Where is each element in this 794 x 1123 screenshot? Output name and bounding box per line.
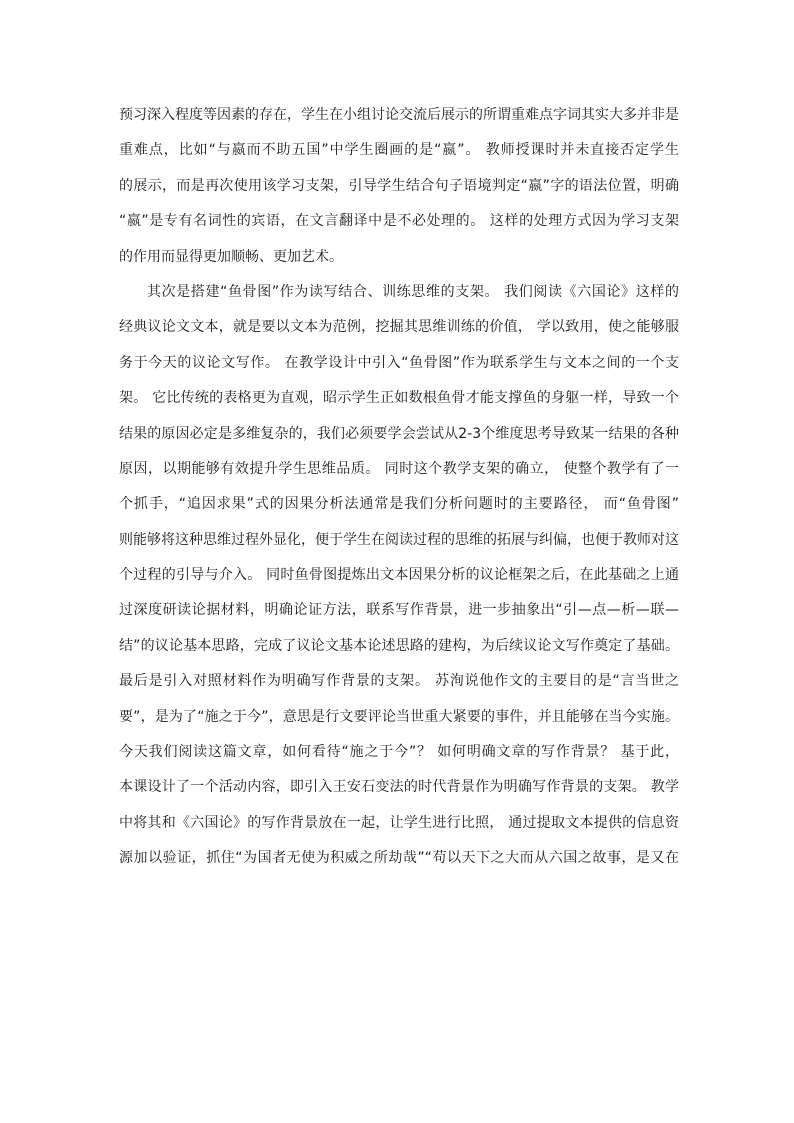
text-line: 经典议论文文本，就是要以文本为范例，挖掘其思维训练的价值， 学以致用，使之能够服 [119,319,679,336]
text-line: 过深度研读论据材料，明确论证方法，联系写作背景，进一步抽象出“引—点—析—联— [119,602,679,619]
document-body [119,98,679,877]
text-line: 重难点，比如“与嬴而不助五国”中学生圈画的是“嬴”。 教师授课时并未直接否定学生 [119,142,679,159]
text-line: 个抓手，“追因求果”式的因果分析法通常是我们分析问题时的主要路径， 而“鱼骨图” [119,496,679,513]
text-line: 原因，以期能够有效提升学生思维品质。 同时这个教学支架的确立， 使整个教学有了一 [119,460,679,477]
paragraph-first-line: 其次是搭建“鱼骨图”作为读写结合、训练思维的支架。 我们阅读《六国论》这样的 [147,283,679,300]
text-line: 最后是引入对照材料作为明确写作背景的支架。 苏洵说他作文的主要目的是“言当世之 [119,673,679,690]
text-line: 的展示，而是再次使用该学习支架，引导学生结合句子语境判定“嬴”字的语法位置，明确 [119,177,679,194]
text-line: 架。 它比传统的表格更为直观，昭示学生正如数根鱼骨才能支撑鱼的身躯一样，导致一个 [119,390,679,407]
text-line: 中将其和《六国论》的写作背景放在一起，让学生进行比照， 通过提取文本提供的信息资 [119,814,679,831]
text-line: 源加以验证，抓住“为国者无使为积威之所劫哉”“苟以天下之大而从六国之故事，是又在 [119,850,679,867]
text-line: 本课设计了一个活动内容，即引入王安石变法的时代背景作为明确写作背景的支架。 教学 [119,779,679,796]
text-line: 结果的原因必定是多维复杂的，我们必须要学会尝试从2-3个维度思考导致某一结果的各种 [119,425,679,442]
text-line: 的作用而显得更加顺畅、更加艺术。 [119,248,343,265]
text-line: 个过程的引导与介入。 同时鱼骨图提炼出文本因果分析的议论框架之后，在此基础之上通 [119,567,679,584]
text-line: 今天我们阅读这篇文章，如何看待“施之于今”？ 如何明确文章的写作背景？ 基于此， [119,744,679,761]
text-line: “嬴”是专有名词性的宾语，在文言翻译中是不必处理的。 这样的处理方式因为学习支架 [119,213,679,230]
text-line: 预习深入程度等因素的存在，学生在小组讨论交流后展示的所谓重难点字词其实大多并非是 [119,107,679,123]
text-line: 务于今天的议论文写作。 在教学设计中引入“鱼骨图”作为联系学生与文本之间的一个支 [119,354,679,371]
text-line: 结”的议论基本思路，完成了议论文基本论述思路的建构，为后续议论文写作奠定了基础。 [119,637,679,654]
text-line: 要”，是为了“施之于今”，意思是行文要评论当世重大紧要的事件，并且能够在当今实施。 [119,708,679,725]
text-line: 则能够将这种思维过程外显化，便于学生在阅读过程的思维的拓展与纠偏，也便于教师对这 [119,531,679,548]
